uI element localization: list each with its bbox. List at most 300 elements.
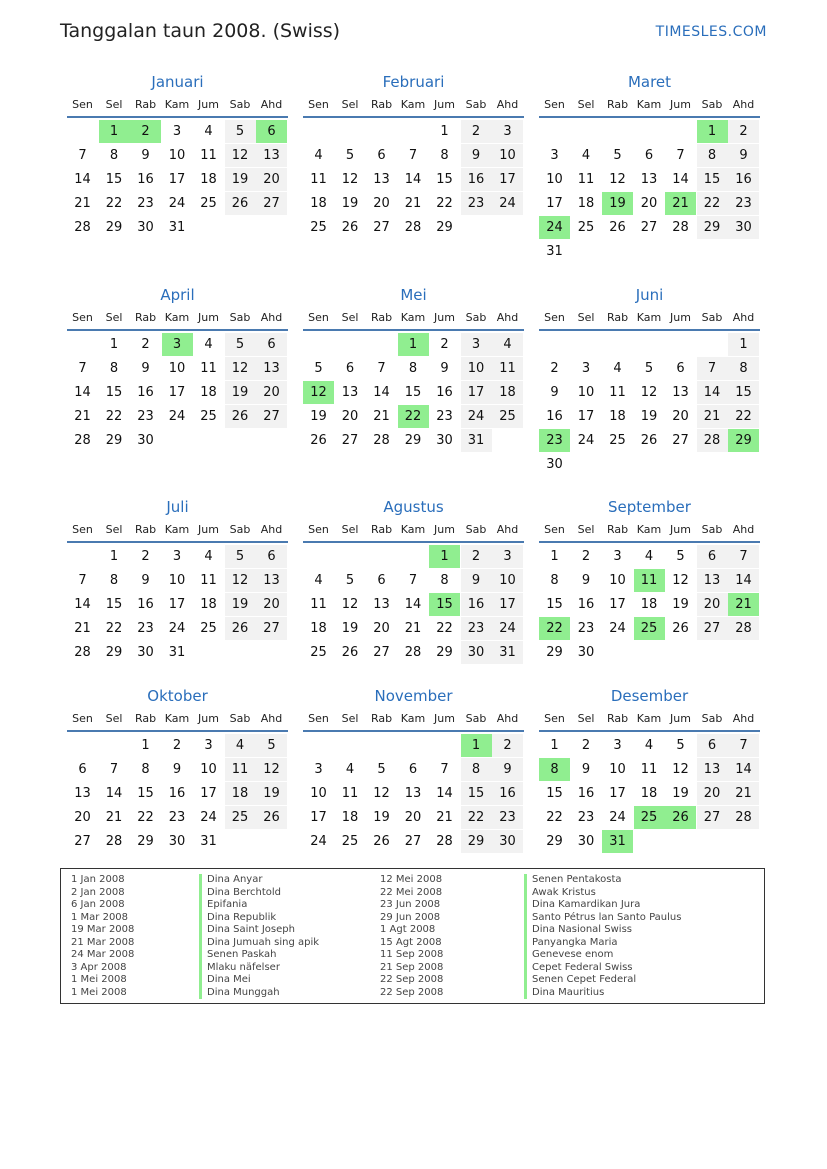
- day-cell[interactable]: 18: [200, 597, 217, 612]
- holiday-day[interactable]: 24: [539, 216, 570, 239]
- day-cell[interactable]: 22: [697, 192, 728, 215]
- day-cell[interactable]: 7: [408, 148, 418, 163]
- day-cell[interactable]: 20: [373, 621, 390, 636]
- day-cell[interactable]: 9: [581, 573, 591, 588]
- day-cell[interactable]: 2: [440, 337, 449, 352]
- day-cell[interactable]: 6: [697, 734, 728, 757]
- day-cell[interactable]: 11: [341, 786, 359, 801]
- day-cell[interactable]: 30: [492, 830, 523, 853]
- day-cell[interactable]: 29: [436, 645, 453, 660]
- day-cell[interactable]: 21: [728, 782, 759, 805]
- day-cell[interactable]: 16: [137, 385, 154, 400]
- day-cell[interactable]: 18: [577, 196, 595, 211]
- day-cell[interactable]: 8: [728, 357, 759, 380]
- day-cell[interactable]: 10: [168, 361, 186, 376]
- day-cell[interactable]: 9: [172, 762, 182, 777]
- day-cell[interactable]: 30: [137, 645, 154, 660]
- day-cell[interactable]: 2: [492, 734, 523, 757]
- day-cell[interactable]: 12: [373, 786, 390, 801]
- day-cell[interactable]: 27: [256, 192, 287, 215]
- day-cell[interactable]: 5: [314, 361, 323, 376]
- day-cell[interactable]: 28: [74, 645, 91, 660]
- day-cell[interactable]: 18: [225, 782, 256, 805]
- holiday-day[interactable]: 3: [162, 333, 193, 356]
- day-cell[interactable]: 14: [373, 385, 390, 400]
- day-cell[interactable]: 5: [256, 734, 287, 757]
- day-cell[interactable]: 27: [74, 834, 91, 849]
- day-cell[interactable]: 3: [492, 545, 523, 568]
- day-cell[interactable]: 7: [109, 762, 119, 777]
- day-cell[interactable]: 18: [200, 385, 217, 400]
- day-cell[interactable]: 13: [373, 172, 390, 187]
- day-cell[interactable]: 15: [137, 786, 154, 801]
- day-cell[interactable]: 10: [609, 762, 626, 777]
- day-cell[interactable]: 6: [377, 573, 386, 588]
- day-cell[interactable]: 5: [225, 120, 256, 143]
- day-cell[interactable]: 23: [577, 621, 595, 636]
- day-cell[interactable]: 7: [440, 762, 449, 777]
- day-cell[interactable]: 12: [609, 172, 626, 187]
- day-cell[interactable]: 31: [200, 834, 217, 849]
- day-cell[interactable]: 28: [728, 806, 759, 829]
- day-cell[interactable]: 11: [492, 357, 523, 380]
- day-cell[interactable]: 29: [105, 433, 123, 448]
- day-cell[interactable]: 12: [225, 569, 256, 592]
- day-cell[interactable]: 6: [408, 762, 418, 777]
- day-cell[interactable]: 14: [697, 381, 728, 404]
- day-cell[interactable]: 16: [137, 597, 154, 612]
- day-cell[interactable]: 14: [404, 597, 422, 612]
- day-cell[interactable]: 19: [640, 409, 658, 424]
- day-cell[interactable]: 10: [577, 385, 595, 400]
- day-cell[interactable]: 13: [672, 385, 689, 400]
- day-cell[interactable]: 25: [225, 806, 256, 829]
- day-cell[interactable]: 1: [109, 549, 119, 564]
- day-cell[interactable]: 6: [644, 148, 654, 163]
- day-cell[interactable]: 18: [492, 381, 523, 404]
- day-cell[interactable]: 6: [256, 545, 287, 568]
- holiday-day[interactable]: 12: [303, 381, 334, 404]
- day-cell[interactable]: 18: [341, 810, 359, 825]
- day-cell[interactable]: 25: [310, 645, 327, 660]
- day-cell[interactable]: 24: [200, 810, 217, 825]
- day-cell[interactable]: 2: [581, 549, 591, 564]
- day-cell[interactable]: 26: [225, 617, 256, 640]
- holiday-day[interactable]: 29: [728, 429, 759, 452]
- holiday-day[interactable]: 25: [634, 617, 665, 640]
- day-cell[interactable]: 23: [168, 810, 186, 825]
- day-cell[interactable]: 16: [492, 782, 523, 805]
- day-cell[interactable]: 26: [341, 220, 359, 235]
- day-cell[interactable]: 19: [341, 196, 359, 211]
- day-cell[interactable]: 7: [78, 148, 87, 163]
- day-cell[interactable]: 15: [461, 782, 492, 805]
- day-cell[interactable]: 16: [546, 409, 563, 424]
- day-cell[interactable]: 24: [609, 810, 626, 825]
- day-cell[interactable]: 29: [137, 834, 154, 849]
- day-cell[interactable]: 10: [168, 148, 186, 163]
- day-cell[interactable]: 11: [200, 148, 217, 163]
- day-cell[interactable]: 30: [436, 433, 453, 448]
- day-cell[interactable]: 27: [672, 433, 689, 448]
- day-cell[interactable]: 28: [404, 220, 422, 235]
- day-cell[interactable]: 21: [74, 409, 91, 424]
- day-cell[interactable]: 9: [141, 148, 150, 163]
- day-cell[interactable]: 11: [310, 172, 327, 187]
- day-cell[interactable]: 12: [640, 385, 658, 400]
- day-cell[interactable]: 24: [168, 196, 186, 211]
- day-cell[interactable]: 14: [436, 786, 453, 801]
- day-cell[interactable]: 26: [373, 834, 390, 849]
- day-cell[interactable]: 31: [168, 645, 186, 660]
- day-cell[interactable]: 9: [581, 762, 591, 777]
- day-cell[interactable]: 20: [341, 409, 359, 424]
- day-cell[interactable]: 17: [168, 597, 186, 612]
- day-cell[interactable]: 2: [461, 545, 492, 568]
- holiday-day[interactable]: 1: [697, 120, 728, 143]
- day-cell[interactable]: 20: [256, 593, 287, 616]
- day-cell[interactable]: 3: [461, 333, 492, 356]
- day-cell[interactable]: 2: [728, 120, 759, 143]
- day-cell[interactable]: 19: [225, 168, 256, 191]
- day-cell[interactable]: 20: [640, 196, 658, 211]
- day-cell[interactable]: 5: [225, 545, 256, 568]
- day-cell[interactable]: 20: [373, 196, 390, 211]
- day-cell[interactable]: 30: [168, 834, 186, 849]
- day-cell[interactable]: 10: [546, 172, 563, 187]
- day-cell[interactable]: 10: [461, 357, 492, 380]
- day-cell[interactable]: 2: [141, 337, 150, 352]
- day-cell[interactable]: 16: [577, 786, 595, 801]
- day-cell[interactable]: 9: [550, 385, 559, 400]
- day-cell[interactable]: 4: [314, 148, 323, 163]
- day-cell[interactable]: 19: [373, 810, 390, 825]
- day-cell[interactable]: 6: [697, 545, 728, 568]
- day-cell[interactable]: 9: [461, 144, 492, 167]
- day-cell[interactable]: 25: [200, 196, 217, 211]
- day-cell[interactable]: 29: [105, 645, 123, 660]
- day-cell[interactable]: 24: [492, 617, 523, 640]
- day-cell[interactable]: 21: [404, 196, 422, 211]
- day-cell[interactable]: 7: [408, 573, 418, 588]
- day-cell[interactable]: 4: [345, 762, 355, 777]
- day-cell[interactable]: 13: [373, 597, 390, 612]
- day-cell[interactable]: 15: [728, 381, 759, 404]
- day-cell[interactable]: 13: [256, 144, 287, 167]
- day-cell[interactable]: 15: [105, 385, 123, 400]
- day-cell[interactable]: 16: [436, 385, 453, 400]
- holiday-day[interactable]: 1: [461, 734, 492, 757]
- day-cell[interactable]: 29: [404, 433, 422, 448]
- day-cell[interactable]: 12: [672, 573, 689, 588]
- day-cell[interactable]: 25: [492, 405, 523, 428]
- day-cell[interactable]: 11: [577, 172, 595, 187]
- day-cell[interactable]: 13: [74, 786, 91, 801]
- day-cell[interactable]: 16: [577, 597, 595, 612]
- day-cell[interactable]: 22: [105, 621, 123, 636]
- day-cell[interactable]: 11: [310, 597, 327, 612]
- day-cell[interactable]: 28: [436, 834, 453, 849]
- day-cell[interactable]: 5: [345, 573, 355, 588]
- day-cell[interactable]: 14: [728, 569, 759, 592]
- day-cell[interactable]: 10: [168, 573, 186, 588]
- brand-logo[interactable]: TIMESLES.COM: [655, 24, 767, 40]
- day-cell[interactable]: 1: [728, 333, 759, 356]
- day-cell[interactable]: 13: [341, 385, 359, 400]
- day-cell[interactable]: 22: [546, 810, 563, 825]
- day-cell[interactable]: 19: [225, 381, 256, 404]
- day-cell[interactable]: 30: [728, 216, 759, 239]
- day-cell[interactable]: 10: [200, 762, 217, 777]
- day-cell[interactable]: 29: [461, 830, 492, 853]
- day-cell[interactable]: 23: [577, 810, 595, 825]
- day-cell[interactable]: 9: [461, 569, 492, 592]
- day-cell[interactable]: 5: [613, 148, 622, 163]
- day-cell[interactable]: 2: [461, 120, 492, 143]
- day-cell[interactable]: 20: [74, 810, 91, 825]
- day-cell[interactable]: 4: [204, 124, 213, 139]
- day-cell[interactable]: 22: [728, 405, 759, 428]
- day-cell[interactable]: 11: [640, 762, 658, 777]
- day-cell[interactable]: 11: [200, 573, 217, 588]
- day-cell[interactable]: 22: [436, 621, 453, 636]
- day-cell[interactable]: 29: [105, 220, 123, 235]
- day-cell[interactable]: 16: [461, 168, 492, 191]
- day-cell[interactable]: 5: [676, 738, 685, 753]
- day-cell[interactable]: 8: [109, 361, 119, 376]
- day-cell[interactable]: 12: [672, 762, 689, 777]
- day-cell[interactable]: 18: [640, 597, 658, 612]
- day-cell[interactable]: 18: [310, 621, 327, 636]
- day-cell[interactable]: 27: [373, 645, 390, 660]
- day-cell[interactable]: 31: [461, 429, 492, 452]
- day-cell[interactable]: 6: [676, 361, 685, 376]
- day-cell[interactable]: 27: [373, 220, 390, 235]
- day-cell[interactable]: 4: [644, 738, 654, 753]
- day-cell[interactable]: 13: [256, 569, 287, 592]
- holiday-day[interactable]: 1: [398, 333, 429, 356]
- day-cell[interactable]: 4: [613, 361, 622, 376]
- day-cell[interactable]: 8: [550, 573, 559, 588]
- day-cell[interactable]: 14: [672, 172, 689, 187]
- day-cell[interactable]: 31: [492, 641, 523, 664]
- day-cell[interactable]: 27: [640, 220, 658, 235]
- day-cell[interactable]: 24: [461, 405, 492, 428]
- day-cell[interactable]: 16: [137, 172, 154, 187]
- holiday-day[interactable]: 23: [539, 429, 570, 452]
- day-cell[interactable]: 29: [546, 834, 563, 849]
- day-cell[interactable]: 4: [581, 148, 591, 163]
- day-cell[interactable]: 14: [74, 172, 91, 187]
- day-cell[interactable]: 27: [341, 433, 359, 448]
- day-cell[interactable]: 15: [105, 597, 123, 612]
- day-cell[interactable]: 26: [672, 621, 689, 636]
- holiday-day[interactable]: 22: [398, 405, 429, 428]
- day-cell[interactable]: 5: [377, 762, 386, 777]
- day-cell[interactable]: 24: [168, 621, 186, 636]
- day-cell[interactable]: 23: [137, 409, 154, 424]
- day-cell[interactable]: 5: [225, 333, 256, 356]
- day-cell[interactable]: 20: [672, 409, 689, 424]
- day-cell[interactable]: 6: [256, 333, 287, 356]
- day-cell[interactable]: 8: [408, 361, 418, 376]
- day-cell[interactable]: 7: [78, 573, 87, 588]
- day-cell[interactable]: 15: [436, 172, 453, 187]
- day-cell[interactable]: 19: [672, 786, 689, 801]
- day-cell[interactable]: 27: [697, 617, 728, 640]
- day-cell[interactable]: 28: [74, 433, 91, 448]
- day-cell[interactable]: 20: [404, 810, 422, 825]
- day-cell[interactable]: 10: [492, 144, 523, 167]
- day-cell[interactable]: 11: [225, 758, 256, 781]
- day-cell[interactable]: 16: [461, 593, 492, 616]
- day-cell[interactable]: 3: [172, 549, 182, 564]
- day-cell[interactable]: 6: [78, 762, 87, 777]
- day-cell[interactable]: 11: [609, 385, 626, 400]
- day-cell[interactable]: 3: [204, 738, 213, 753]
- day-cell[interactable]: 23: [137, 621, 154, 636]
- day-cell[interactable]: 20: [697, 782, 728, 805]
- day-cell[interactable]: 25: [609, 433, 626, 448]
- day-cell[interactable]: 21: [74, 196, 91, 211]
- day-cell[interactable]: 10: [310, 786, 327, 801]
- holiday-day[interactable]: 31: [602, 830, 633, 853]
- day-cell[interactable]: 1: [109, 337, 119, 352]
- day-cell[interactable]: 2: [581, 738, 591, 753]
- day-cell[interactable]: 23: [461, 617, 492, 640]
- day-cell[interactable]: 27: [256, 405, 287, 428]
- day-cell[interactable]: 17: [200, 786, 217, 801]
- day-cell[interactable]: 12: [225, 357, 256, 380]
- holiday-day[interactable]: 21: [665, 192, 696, 215]
- day-cell[interactable]: 4: [644, 549, 654, 564]
- day-cell[interactable]: 31: [546, 244, 563, 259]
- day-cell[interactable]: 23: [137, 196, 154, 211]
- day-cell[interactable]: 3: [613, 738, 622, 753]
- day-cell[interactable]: 8: [141, 762, 150, 777]
- day-cell[interactable]: 25: [310, 220, 327, 235]
- day-cell[interactable]: 21: [105, 810, 123, 825]
- day-cell[interactable]: 30: [461, 641, 492, 664]
- day-cell[interactable]: 14: [105, 786, 123, 801]
- day-cell[interactable]: 3: [581, 361, 591, 376]
- day-cell[interactable]: 23: [461, 192, 492, 215]
- day-cell[interactable]: 25: [200, 621, 217, 636]
- day-cell[interactable]: 9: [440, 361, 449, 376]
- day-cell[interactable]: 27: [256, 617, 287, 640]
- day-cell[interactable]: 30: [577, 645, 595, 660]
- day-cell[interactable]: 15: [105, 172, 123, 187]
- day-cell[interactable]: 29: [546, 645, 563, 660]
- day-cell[interactable]: 6: [377, 148, 386, 163]
- day-cell[interactable]: 17: [168, 385, 186, 400]
- day-cell[interactable]: 30: [546, 457, 563, 472]
- day-cell[interactable]: 19: [672, 597, 689, 612]
- holiday-day[interactable]: 15: [429, 593, 460, 616]
- day-cell[interactable]: 28: [105, 834, 123, 849]
- day-cell[interactable]: 23: [436, 409, 453, 424]
- day-cell[interactable]: 19: [225, 593, 256, 616]
- day-cell[interactable]: 12: [225, 144, 256, 167]
- day-cell[interactable]: 5: [345, 148, 355, 163]
- day-cell[interactable]: 4: [314, 573, 323, 588]
- day-cell[interactable]: 10: [492, 569, 523, 592]
- day-cell[interactable]: 17: [310, 810, 327, 825]
- day-cell[interactable]: 28: [404, 645, 422, 660]
- day-cell[interactable]: 18: [310, 196, 327, 211]
- day-cell[interactable]: 2: [550, 361, 559, 376]
- day-cell[interactable]: 20: [256, 381, 287, 404]
- holiday-day[interactable]: 22: [539, 617, 570, 640]
- day-cell[interactable]: 26: [225, 192, 256, 215]
- day-cell[interactable]: 8: [109, 573, 119, 588]
- day-cell[interactable]: 17: [577, 409, 595, 424]
- day-cell[interactable]: 9: [728, 144, 759, 167]
- day-cell[interactable]: 10: [609, 573, 626, 588]
- day-cell[interactable]: 23: [492, 806, 523, 829]
- day-cell[interactable]: 19: [310, 409, 327, 424]
- day-cell[interactable]: 30: [137, 220, 154, 235]
- day-cell[interactable]: 24: [168, 409, 186, 424]
- holiday-day[interactable]: 26: [665, 806, 696, 829]
- holiday-day[interactable]: 6: [256, 120, 287, 143]
- day-cell[interactable]: 28: [697, 429, 728, 452]
- day-cell[interactable]: 24: [492, 192, 523, 215]
- day-cell[interactable]: 21: [404, 621, 422, 636]
- day-cell[interactable]: 16: [168, 786, 186, 801]
- day-cell[interactable]: 22: [137, 810, 154, 825]
- holiday-day[interactable]: 1: [429, 545, 460, 568]
- day-cell[interactable]: 22: [461, 806, 492, 829]
- day-cell[interactable]: 18: [200, 172, 217, 187]
- day-cell[interactable]: 24: [609, 621, 626, 636]
- day-cell[interactable]: 22: [105, 409, 123, 424]
- day-cell[interactable]: 25: [200, 409, 217, 424]
- day-cell[interactable]: 8: [697, 144, 728, 167]
- day-cell[interactable]: 17: [492, 168, 523, 191]
- holiday-day[interactable]: 2: [130, 120, 161, 143]
- day-cell[interactable]: 17: [609, 597, 626, 612]
- day-cell[interactable]: 22: [436, 196, 453, 211]
- day-cell[interactable]: 16: [728, 168, 759, 191]
- day-cell[interactable]: 21: [436, 810, 453, 825]
- day-cell[interactable]: 26: [225, 405, 256, 428]
- day-cell[interactable]: 2: [172, 738, 182, 753]
- day-cell[interactable]: 8: [440, 148, 449, 163]
- day-cell[interactable]: 17: [461, 381, 492, 404]
- day-cell[interactable]: 29: [436, 220, 453, 235]
- day-cell[interactable]: 26: [341, 645, 359, 660]
- day-cell[interactable]: 25: [577, 220, 595, 235]
- day-cell[interactable]: 25: [341, 834, 359, 849]
- day-cell[interactable]: 2: [141, 549, 150, 564]
- day-cell[interactable]: 24: [310, 834, 327, 849]
- day-cell[interactable]: 18: [609, 409, 626, 424]
- day-cell[interactable]: 1: [550, 738, 559, 753]
- holiday-day[interactable]: 25: [634, 806, 665, 829]
- day-cell[interactable]: 26: [310, 433, 327, 448]
- day-cell[interactable]: 26: [256, 806, 287, 829]
- day-cell[interactable]: 20: [697, 593, 728, 616]
- day-cell[interactable]: 28: [672, 220, 689, 235]
- day-cell[interactable]: 11: [200, 361, 217, 376]
- day-cell[interactable]: 12: [256, 758, 287, 781]
- holiday-day[interactable]: 1: [99, 120, 130, 143]
- day-cell[interactable]: 15: [546, 786, 563, 801]
- day-cell[interactable]: 12: [341, 597, 359, 612]
- day-cell[interactable]: 7: [728, 545, 759, 568]
- day-cell[interactable]: 13: [404, 786, 422, 801]
